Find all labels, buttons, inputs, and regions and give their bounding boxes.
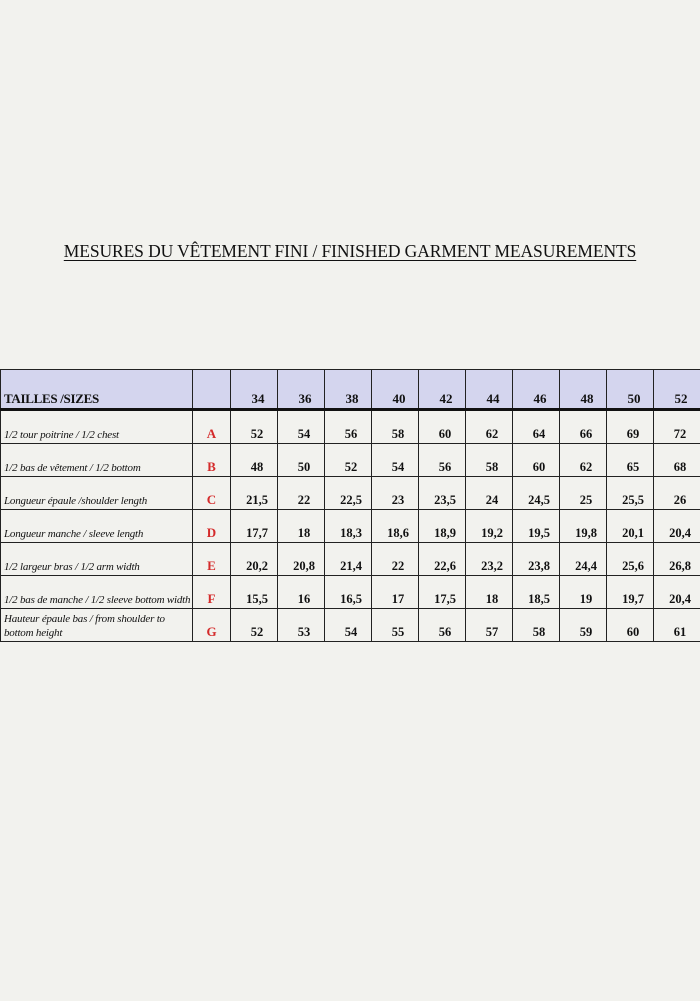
measurement-value: 23,5	[419, 477, 466, 510]
measurement-value: 54	[325, 609, 372, 642]
measurement-letter: A	[193, 410, 231, 444]
measurement-value: 52	[231, 609, 278, 642]
measurement-value: 23,8	[513, 543, 560, 576]
measurement-value: 61	[654, 609, 700, 642]
measurement-value: 25,5	[607, 477, 654, 510]
measurement-value: 69	[607, 410, 654, 444]
table-row	[1, 510, 700, 543]
table-row	[1, 410, 700, 444]
size-header-cell: 50	[607, 370, 654, 410]
measurement-value: 18,9	[419, 510, 466, 543]
measurement-label: Longueur manche / sleeve length	[1, 510, 193, 543]
measurement-value: 64	[513, 410, 560, 444]
measurement-value: 19	[560, 576, 607, 609]
measurement-value: 25	[560, 477, 607, 510]
table-row	[1, 444, 700, 477]
measurement-value: 25,6	[607, 543, 654, 576]
table-row	[1, 576, 700, 609]
measurement-letter: C	[193, 477, 231, 510]
measurement-value: 18	[278, 510, 325, 543]
measurement-value: 18,6	[372, 510, 419, 543]
measurement-value: 50	[278, 444, 325, 477]
measurement-value: 26,8	[654, 543, 700, 576]
size-header-cell: 42	[419, 370, 466, 410]
measurement-value: 18,5	[513, 576, 560, 609]
measurement-value: 17,5	[419, 576, 466, 609]
size-header-cell: 34	[231, 370, 278, 410]
measurement-value: 17	[372, 576, 419, 609]
measurement-value: 60	[607, 609, 654, 642]
page-title: MESURES DU VÊTEMENT FINI / FINISHED GARMENT MEASUREMENTS	[63, 241, 637, 261]
measurement-value: 57	[466, 609, 513, 642]
measurement-value: 23,2	[466, 543, 513, 576]
measurement-letter: D	[193, 510, 231, 543]
size-header-cell: 46	[513, 370, 560, 410]
measurement-label: 1/2 bas de vêtement / 1/2 bottom	[1, 444, 193, 477]
measurement-value: 55	[372, 609, 419, 642]
measurement-value: 16	[278, 576, 325, 609]
letter-header-cell	[193, 370, 231, 410]
measurement-value: 48	[231, 444, 278, 477]
measurement-value: 17,7	[231, 510, 278, 543]
measurement-value: 26	[654, 477, 700, 510]
measurement-value: 52	[231, 410, 278, 444]
measurement-value: 65	[607, 444, 654, 477]
size-header-cell: 40	[372, 370, 419, 410]
measurement-value: 54	[372, 444, 419, 477]
measurement-value: 22	[278, 477, 325, 510]
measurement-value: 56	[325, 410, 372, 444]
measurement-value: 20,4	[654, 576, 700, 609]
measurement-value: 59	[560, 609, 607, 642]
measurement-value: 54	[278, 410, 325, 444]
size-header-cell: 48	[560, 370, 607, 410]
measurements-table	[0, 369, 700, 642]
measurement-value: 24,4	[560, 543, 607, 576]
measurement-value: 60	[419, 410, 466, 444]
measurement-value: 72	[654, 410, 700, 444]
measurement-value: 66	[560, 410, 607, 444]
measurement-value: 58	[466, 444, 513, 477]
measurement-value: 58	[513, 609, 560, 642]
measurement-value: 53	[278, 609, 325, 642]
measurement-value: 56	[419, 609, 466, 642]
measurement-value: 58	[372, 410, 419, 444]
measurement-value: 62	[466, 410, 513, 444]
measurement-value: 20,4	[654, 510, 700, 543]
measurement-value: 20,1	[607, 510, 654, 543]
measurement-value: 20,2	[231, 543, 278, 576]
measurement-label: 1/2 largeur bras / 1/2 arm width	[1, 543, 193, 576]
measurement-letter: G	[193, 609, 231, 642]
size-header-cell: 38	[325, 370, 372, 410]
measurement-value: 24	[466, 477, 513, 510]
measurement-value: 19,7	[607, 576, 654, 609]
measurement-value: 21,5	[231, 477, 278, 510]
table-row	[1, 543, 700, 576]
measurement-label: Longueur épaule /shoulder length	[1, 477, 193, 510]
measurement-letter: B	[193, 444, 231, 477]
measurement-value: 22,6	[419, 543, 466, 576]
size-header-cell: 52	[654, 370, 700, 410]
measurement-value: 19,8	[560, 510, 607, 543]
measurement-value: 21,4	[325, 543, 372, 576]
sizes-header-label: TAILLES /SIZES	[1, 370, 193, 410]
measurement-letter: F	[193, 576, 231, 609]
measurement-value: 24,5	[513, 477, 560, 510]
measurement-value: 20,8	[278, 543, 325, 576]
table-row	[1, 609, 700, 642]
measurement-value: 15,5	[231, 576, 278, 609]
measurement-value: 23	[372, 477, 419, 510]
measurement-value: 62	[560, 444, 607, 477]
measurement-letter: E	[193, 543, 231, 576]
measurement-value: 18	[466, 576, 513, 609]
measurement-value: 16,5	[325, 576, 372, 609]
measurement-value: 18,3	[325, 510, 372, 543]
table-row	[1, 477, 700, 510]
measurement-label: 1/2 tour poitrine / 1/2 chest	[1, 410, 193, 444]
measurement-value: 22,5	[325, 477, 372, 510]
measurement-value: 56	[419, 444, 466, 477]
header-row	[1, 370, 700, 410]
measurement-value: 19,2	[466, 510, 513, 543]
measurement-label: Hauteur épaule bas / from shoulder to bottom height	[1, 609, 193, 642]
measurement-value: 60	[513, 444, 560, 477]
measurement-value: 68	[654, 444, 700, 477]
size-header-cell: 44	[466, 370, 513, 410]
size-header-cell: 36	[278, 370, 325, 410]
measurement-value: 22	[372, 543, 419, 576]
measurement-value: 19,5	[513, 510, 560, 543]
measurement-value: 52	[325, 444, 372, 477]
measurement-label: 1/2 bas de manche / 1/2 sleeve bottom width	[1, 576, 193, 609]
